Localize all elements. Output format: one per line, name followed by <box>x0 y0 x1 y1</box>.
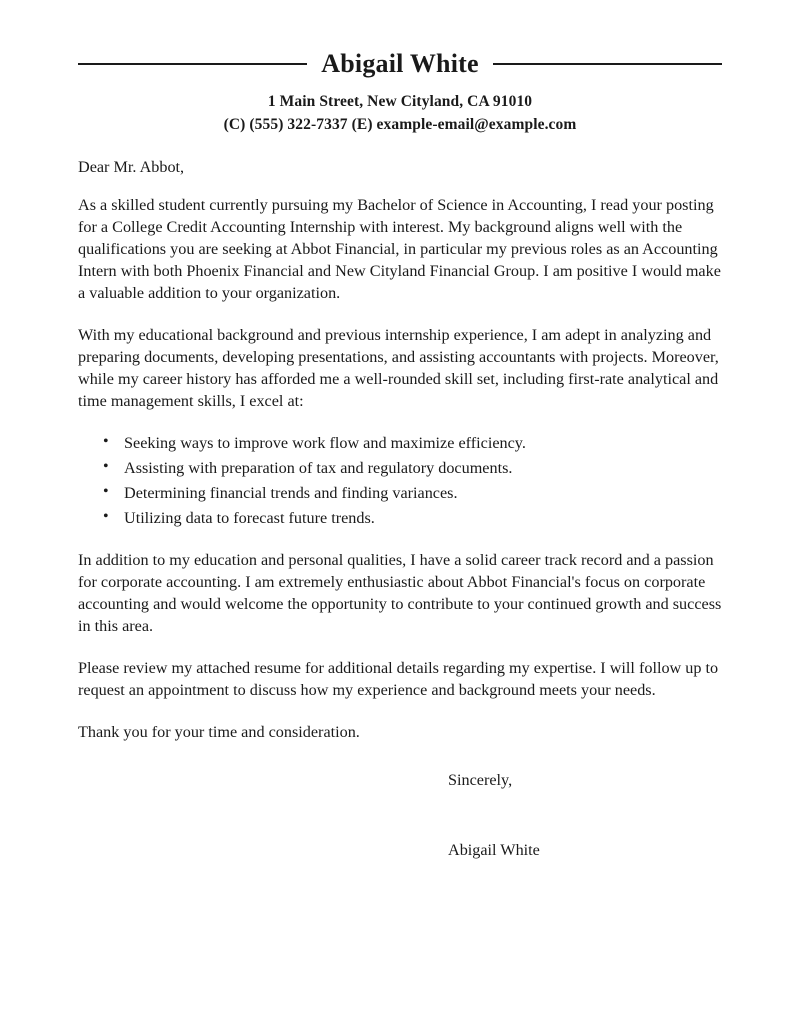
header-rule-left <box>78 63 307 65</box>
letter-body <box>78 156 722 862</box>
skills-list <box>78 432 722 529</box>
header-rule-right <box>493 63 722 65</box>
signature-name: Abigail White <box>448 841 540 860</box>
sign-off: Sincerely, <box>448 771 513 790</box>
contact-line: (C) (555) 322-7337 (E) example-email@example.com <box>223 115 577 133</box>
page-title: Abigail White <box>321 49 479 78</box>
address-line: 1 Main Street, New Cityland, CA 91010 <box>267 92 533 110</box>
paragraph-3: In addition to my education and personal qualities, I have a solid career track record and a passion for corporate accounting. I am extremely enthusiastic about Abbot Financial's focus on corporate accounting and would welcome the opportunity to contribute to your continued growth and success in this area. <box>78 551 722 636</box>
paragraph-4: Please review my attached resume for additional details regarding my expertise. I will follow up to request an appointment to discuss how my experience and background meets your needs. <box>78 659 719 700</box>
letterhead <box>78 50 722 79</box>
paragraph-2: With my educational background and previous internship experience, I am adept in analyzing and preparing documents, developing presentations, and assisting accountants with projects. Moreover, while my career history has afforded me a well-rounded skill set, including first-rate analytical and time management skills, I excel at: <box>78 325 719 410</box>
list-item: • Assisting with preparation of tax and regulatory documents. <box>122 457 722 479</box>
list-item: • Determining financial trends and finding variances. <box>122 482 722 504</box>
list-item: • Utilizing data to forecast future trends. <box>122 507 722 529</box>
paragraph-1: As a skilled student currently pursuing my Bachelor of Science in Accounting, I read your posting for a College Credit Accounting Internship with interest. My background aligns well with the qualifications you are seeking at Abbot Financial, in particular my previous roles as an Accounting Intern with both Phoenix Financial and New Cityland Financial Group. I am positive I would make a valuable addition to your organization. <box>78 195 721 302</box>
list-item: • Seeking ways to improve work flow and maximize efficiency. <box>122 432 722 454</box>
paragraph-5: Thank you for your time and consideration. <box>78 723 360 742</box>
salutation: Dear Mr. Abbot, <box>78 157 185 176</box>
